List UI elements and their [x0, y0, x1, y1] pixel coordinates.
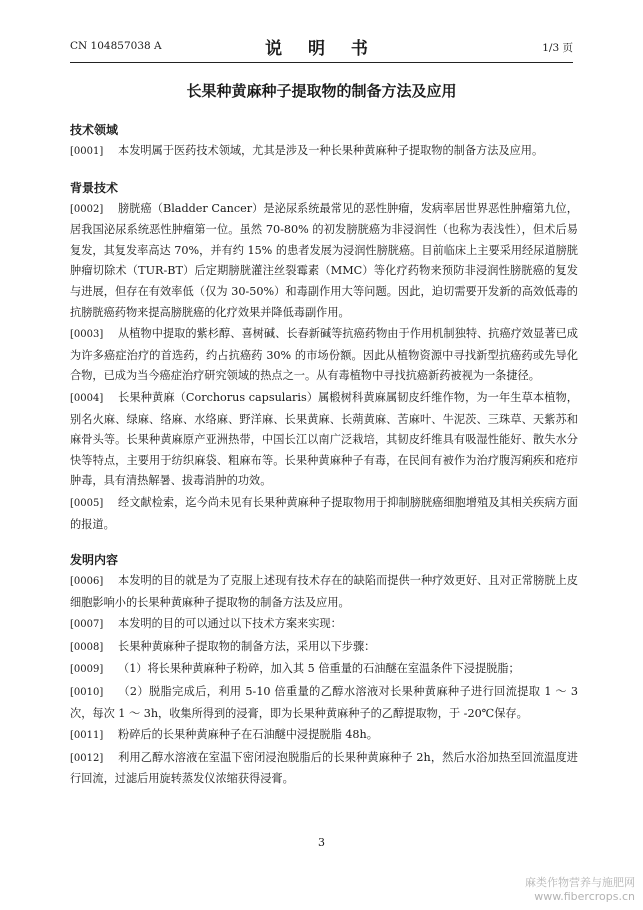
paragraph — [70, 637, 578, 659]
patent-number: CN 104857038 A — [70, 40, 162, 52]
paragraph-number: [0011] — [70, 730, 104, 742]
section-heading: 技术领域 — [70, 123, 119, 137]
header-rule — [70, 62, 573, 63]
paragraph — [70, 682, 578, 724]
paragraph-text: 长果种黄麻（Corchorus capsularis）属椴树科黄麻属韧皮纤维作物，为一年生草本植物，别名火麻、绿麻、络麻、水络麻、野洋麻、长果黄麻、长蒴黄麻、苦麻叶、牛泥茨、三珠草、天紫苏和麻骨头等。长果种黄麻原产亚洲热带，中国长江以南广泛栽培，其韧皮纤维具有吸湿性能好、散失水分快等特点，主要用于纺织麻袋、粗麻布等。长果种黄麻种子有毒，在民间有被作为治疗腹泻痢疾和疮疖肿毒，具有清热解暑、拔毒消肿的功效。 — [70, 390, 578, 488]
paragraph-number: [0002] — [70, 203, 104, 215]
paragraph-text: 本发明的目的可以通过以下技术方案来实现： — [118, 617, 342, 631]
paragraph-text: 粉碎后的长果种黄麻种子在石油醚中浸提脱脂 48h。 — [118, 728, 378, 742]
paragraph-text: 膀胱癌（Bladder Cancer）是泌尿系统最常见的恶性肿瘤，发病率居世界恶性肿瘤第九位，居我国泌尿系统恶性肿瘤第一位。虽然 70-80% 的初发膀胱癌为非浸润性（也称为表浅性），但术后易复发，其复发率高达 70%，并有约 15% 的患者发展为浸润性膀胱癌。目前临床上主要采用经尿道膀胱肿瘤切除术（TUR-BT）后定期膀胱灌注丝裂霉素（MMC）等化疗药物来预防非浸润性膀胱癌的复发与进展，但存在有效率低（仅为 30-50%）和毒副作用大等问题。因此，迫切需要开发新的高效低毒的抗膀胱癌药物来提高膀胱癌的化疗效果并降低毒副作用。 — [70, 201, 578, 319]
paragraph-text: 本发明属于医药技术领域，尤其是涉及一种长果种黄麻种子提取物的制备方法及应用。 — [118, 144, 544, 157]
paragraph-number: [0008] — [70, 641, 104, 653]
paragraph-text: 本发明的目的就是为了克服上述现有技术存在的缺陷而提供一种疗效更好、且对正常膀胱上皮细胞影响小的长果种黄麻种子提取物的制备方法及应用。 — [70, 574, 578, 609]
document-type: 说 明 书 — [265, 39, 378, 59]
section-heading: 背景技术 — [70, 180, 119, 195]
paragraph — [70, 659, 578, 681]
paragraph — [70, 571, 578, 613]
page-header — [70, 34, 573, 58]
paragraph-number: [0001] — [70, 146, 104, 157]
paragraph-number: [0010] — [70, 687, 104, 699]
paragraph-text: 长果种黄麻种子提取物的制备方法，采用以下步骤： — [118, 639, 376, 653]
paragraph-text: 利用乙醇水溶液在室温下密闭浸泡脱脂后的长果种黄麻种子 2h，然后水浴加热至回流温度进行回流，过滤后用旋转蒸发仪浓缩获得浸膏。 — [70, 750, 578, 786]
section-heading: 发明内容 — [70, 553, 119, 568]
paragraph-number: [0003] — [70, 329, 104, 341]
document-body — [70, 121, 578, 791]
paragraph-text: （2）脱脂完成后，利用 5-10 倍重量的乙醇水溶液对长果种黄麻种子进行回流提取 1 ～ 3 次，每次 1 ～ 3h，收集所得到的浸膏，即为长果种黄麻种子的乙醇提取物，于 -20℃保存。 — [70, 685, 578, 720]
paragraph — [70, 614, 578, 636]
paragraph-number: [0005] — [70, 497, 104, 509]
paragraph — [70, 748, 578, 790]
paragraph — [70, 324, 578, 387]
watermark-text: 麻类作物营养与施肥网 — [525, 876, 635, 889]
page-indicator: 1/3 页 — [542, 42, 573, 54]
watermark-url: www.fibercrops.cn — [534, 890, 635, 903]
paragraph — [70, 493, 578, 535]
page-number: 3 — [318, 836, 325, 849]
paragraph-text: 经文献检索，迄今尚未见有长果种黄麻种子提取物用于抑制膀胱癌细胞增殖及其相关疾病方面的报道。 — [70, 495, 578, 531]
paragraph-number: [0004] — [70, 392, 104, 404]
paragraph-text: （1）将长果种黄麻种子粉碎，加入其 5 倍重量的石油醚在室温条件下浸提脱脂； — [118, 662, 520, 676]
paragraph — [70, 141, 578, 163]
paragraph — [70, 199, 578, 324]
paragraph-number: [0009] — [70, 664, 104, 676]
paragraph-number: [0012] — [70, 752, 104, 764]
paragraph-number: [0006] — [70, 576, 104, 588]
paragraph — [70, 725, 578, 747]
paragraph-number: [0007] — [70, 619, 104, 631]
paragraph-text: 从植物中提取的紫杉醇、喜树碱、长春新碱等抗癌药物由于作用机制独特、抗癌疗效显著已成为许多癌症治疗的首选药，约占抗癌药 30% 的市场份额。因此从植物资源中寻找新型抗癌药或先导化合物，已成为当今癌症治疗研究领域的热点之一。从有毒植物中寻找抗癌新药被视为一条捷径。 — [70, 327, 578, 383]
document-title: 长果种黄麻种子提取物的制备方法及应用 — [186, 82, 457, 100]
paragraph — [70, 388, 578, 492]
